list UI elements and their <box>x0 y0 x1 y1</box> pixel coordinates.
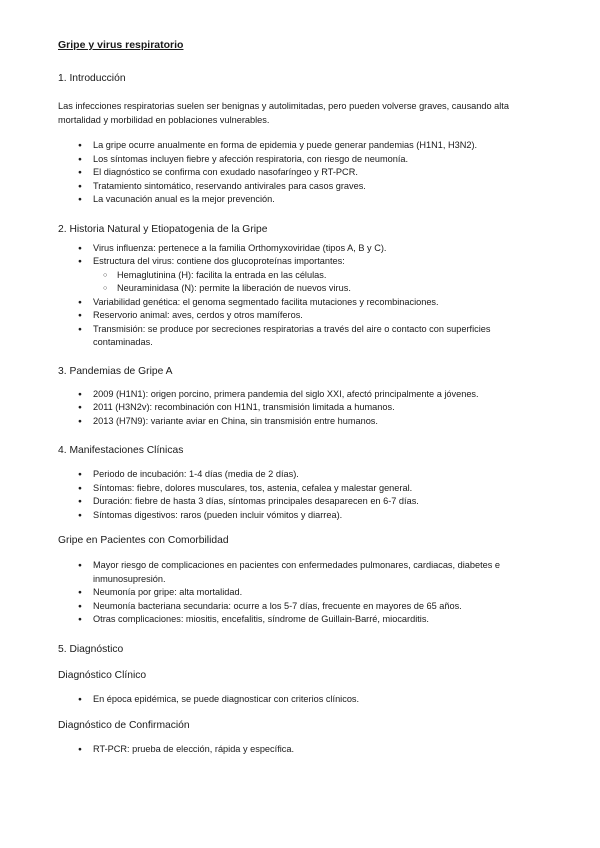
list-item: ● 2011 (H3N2v): recombinación con H1N1, transmisión limitada a humanos. <box>93 401 550 415</box>
section-heading-manifestaciones: 4. Manifestaciones Clínicas <box>58 445 184 456</box>
list-item: ● Reservorio animal: aves, cerdos y otros mamíferos. <box>93 309 550 323</box>
sublist-item: ○ Hemaglutinina (H): facilita la entrada en las células. <box>117 269 550 283</box>
list-item: ● 2013 (H7N9): variante aviar en China, sin transmisión entre humanos. <box>93 415 550 429</box>
comorbilidad-list <box>58 559 550 627</box>
list-item: ● Tratamiento sintomático, reservando antivirales para casos graves. <box>93 180 550 194</box>
list-item: ● La gripe ocurre anualmente en forma de epidemia y puede generar pandemias (H1N1, H3N2). <box>93 139 550 153</box>
list-item: ● 2009 (H1N1): origen porcino, primera pandemia del siglo XXI, afectó principalmente a jóvenes. <box>93 388 550 402</box>
manifestaciones-list <box>58 468 550 522</box>
list-item: ● Periodo de incubación: 1-4 días (media de 2 días). <box>93 468 550 482</box>
intro-paragraph: Las infecciones respiratorias suelen ser benignas y autolimitadas, pero pueden volverse graves, causando alta mortalidad y morbilidad en poblaciones vulnerables. <box>58 101 509 125</box>
list-item: ● RT-PCR: prueba de elección, rápida y específica. <box>93 743 550 757</box>
glucoproteinas-sublist <box>93 269 550 296</box>
subheading-diagnostico-confirmacion: Diagnóstico de Confirmación <box>58 720 190 731</box>
subheading-diagnostico-clinico: Diagnóstico Clínico <box>58 669 147 681</box>
intro-list <box>58 139 550 207</box>
diagnostico-clinico-list <box>58 693 550 707</box>
list-item: ● Variabilidad genética: el genoma segmentado facilita mutaciones y recombinaciones. <box>93 296 550 310</box>
list-item: ● Síntomas: fiebre, dolores musculares, tos, astenia, cefalea y malestar general. <box>93 482 550 496</box>
list-item: ● Mayor riesgo de complicaciones en pacientes con enfermedades pulmonares, cardiacas, diabetes e inmunosupresión. <box>93 559 550 586</box>
list-item: ● Duración: fiebre de hasta 3 días, síntomas principales desaparecen en 6-7 días. <box>93 495 550 509</box>
section-heading-comorbilidad: Gripe en Pacientes con Comorbilidad <box>58 535 229 546</box>
list-item: ● Neumonía por gripe: alta mortalidad. <box>93 586 550 600</box>
list-item: ● Síntomas digestivos: raros (pueden incluir vómitos y diarrea). <box>93 509 550 523</box>
document-title: Gripe y virus respiratorio <box>58 39 184 51</box>
section-heading-pandemias: 3. Pandemias de Gripe A <box>58 365 173 377</box>
section-heading-historia-natural: 2. Historia Natural y Etiopatogenia de la Gripe <box>58 223 268 235</box>
list-item <box>93 255 550 296</box>
list-item: ● Otras complicaciones: miositis, encefalitis, síndrome de Guillain-Barré, miocarditis. <box>93 613 550 627</box>
list-item: ● En época epidémica, se puede diagnosticar con criterios clínicos. <box>93 693 550 707</box>
section-heading-introduccion: 1. Introducción <box>58 73 126 84</box>
list-item: ● La vacunación anual es la mejor prevención. <box>93 193 550 207</box>
list-item-text: Estructura del virus: contiene dos glucoproteínas importantes: <box>93 256 345 266</box>
list-item: ● Virus influenza: pertenece a la familia Orthomyxoviridae (tipos A, B y C). <box>93 242 550 256</box>
sublist-item: ○ Neuraminidasa (N): permite la liberación de nuevos virus. <box>117 282 550 296</box>
list-item: ● Transmisión: se produce por secreciones respiratorias a través del aire o contacto con superficies contaminadas. <box>93 323 550 350</box>
pandemias-list <box>58 388 550 429</box>
list-item: ● El diagnóstico se confirma con exudado nasofaríngeo y RT-PCR. <box>93 166 550 180</box>
list-item: ● Los síntomas incluyen fiebre y afección respiratoria, con riesgo de neumonía. <box>93 153 550 167</box>
list-item: ● Neumonía bacteriana secundaria: ocurre a los 5-7 días, frecuente en mayores de 65 años. <box>93 600 550 614</box>
historia-list <box>58 242 550 350</box>
section-heading-diagnostico: 5. Diagnóstico <box>58 643 124 655</box>
diagnostico-confirmacion-list <box>58 743 550 757</box>
